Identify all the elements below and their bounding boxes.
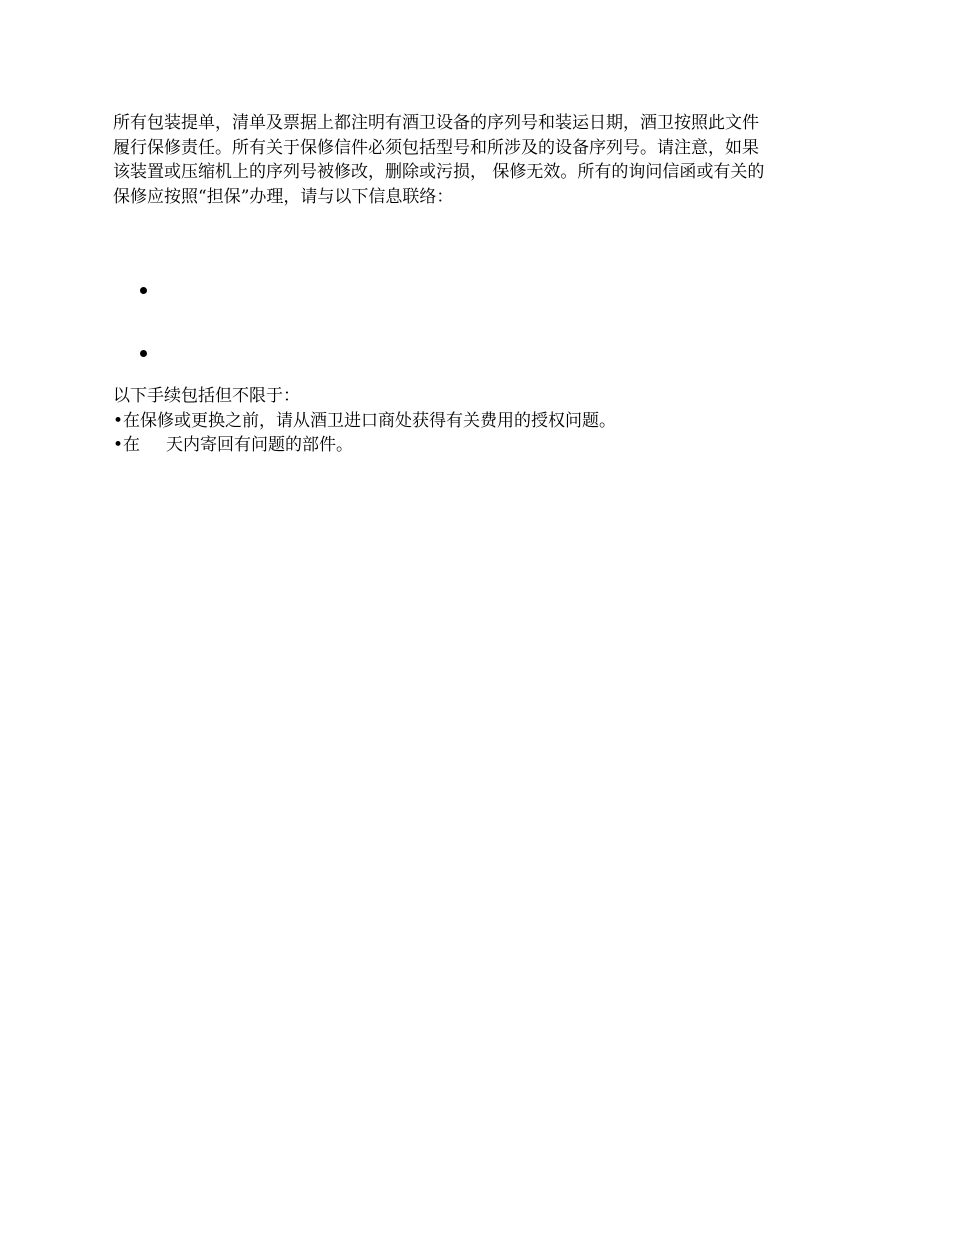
intro-line-2: 履行保修责任。所有关于保修信件必须包括型号和所涉及的设备序列号。请注意，如果	[113, 137, 759, 158]
procedure-item-prefix: •在	[113, 435, 141, 455]
intro-line-3: 该装置或压缩机上的序列号被修改，删除或污损， 保修无效。所有的询问信函或有关的	[113, 162, 765, 182]
intro-line-1: 所有包装提单，清单及票据上都注明有酒卫设备的序列号和装运日期，酒卫按照此文件	[113, 113, 759, 133]
bullet-icon	[140, 350, 147, 357]
warranty-intro-paragraph	[113, 111, 843, 209]
procedure-item-return-parts	[113, 433, 843, 458]
procedures-section	[113, 384, 843, 458]
procedures-heading: 以下手续包括但不限于：	[113, 386, 300, 406]
bullet-icon	[140, 287, 147, 294]
procedure-item-suffix: 天内寄回有问题的部件。	[166, 435, 354, 455]
procedure-item-authorization: •在保修或更换之前，请从酒卫进口商处获得有关费用的授权问题。	[113, 410, 617, 431]
intro-line-4: 保修应按照“担保”办理，请与以下信息联络：	[113, 186, 454, 207]
